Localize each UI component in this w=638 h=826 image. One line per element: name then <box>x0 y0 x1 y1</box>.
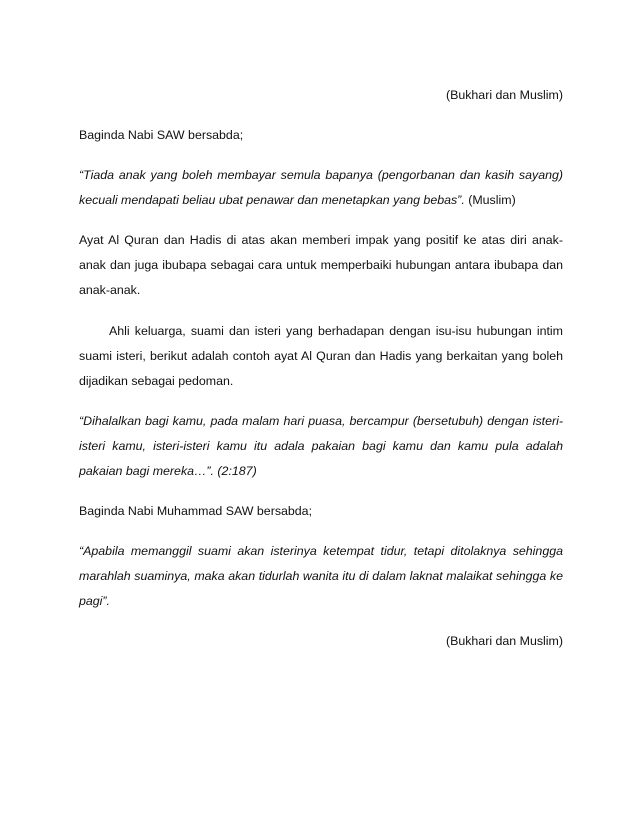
citation-bottom: (Bukhari dan Muslim) <box>445 634 563 648</box>
hadith-1-line-2 <box>79 188 563 213</box>
quran-line-1: “Dihalalkan bagi kamu, pada malam hari puasa, bercampur (bersetubuh) dengan isteri- <box>79 414 563 428</box>
intro-paragraph-2: Baginda Nabi Muhammad SAW bersabda; <box>79 504 313 518</box>
hadith-quote-2 <box>79 539 563 614</box>
paragraph-2-line-1: Ahli keluarga, suami dan isteri yang berhadapan dengan isu-isu hubungan intim <box>109 324 563 338</box>
paragraph-1-line-1: Ayat Al Quran dan Hadis di atas akan memberi impak yang positif ke atas diri anak- <box>79 233 563 247</box>
hadith-quote-1 <box>79 163 563 213</box>
paragraph-2 <box>79 319 563 394</box>
hadith-2-line-3: pagi”. <box>79 594 110 608</box>
hadith-1-source: (Muslim) <box>464 193 516 207</box>
quran-quote <box>79 409 563 484</box>
paragraph-2-line-2: suami isteri, berikut adalah contoh ayat Al Quran dan Hadis yang berkaitan yang boleh <box>79 349 563 363</box>
citation-top: (Bukhari dan Muslim) <box>445 88 563 102</box>
quran-line-3: pakaian bagi mereka…”. (2:187) <box>79 464 257 478</box>
hadith-1-text: kecuali mendapati beliau ubat penawar dan menetapkan yang bebas”. <box>79 193 465 207</box>
hadith-2-line-1: “Apabila memanggil suami akan isterinya ketempat tidur, tetapi ditolaknya sehingga <box>79 544 563 558</box>
quran-line-2: isteri kamu, isteri-isteri kamu itu adala pakaian bagi kamu dan kamu pula adalah <box>79 439 563 453</box>
paragraph-1 <box>79 228 563 303</box>
paragraph-1-line-2: anak dan juga ibubapa sebagai cara untuk memperbaiki hubungan antara ibubapa dan <box>79 258 563 272</box>
hadith-1-line-1: “Tiada anak yang boleh membayar semula bapanya (pengorbanan dan kasih sayang) <box>79 168 563 182</box>
paragraph-1-line-3: anak-anak. <box>79 283 141 297</box>
paragraph-2-line-3: dijadikan sebagai pedoman. <box>79 374 234 388</box>
document-body <box>79 83 563 654</box>
hadith-2-line-2: marahlah suaminya, maka akan tidurlah wanita itu di dalam laknat malaikat sehingga ke <box>79 569 563 583</box>
intro-paragraph-1: Baginda Nabi SAW bersabda; <box>79 128 244 142</box>
